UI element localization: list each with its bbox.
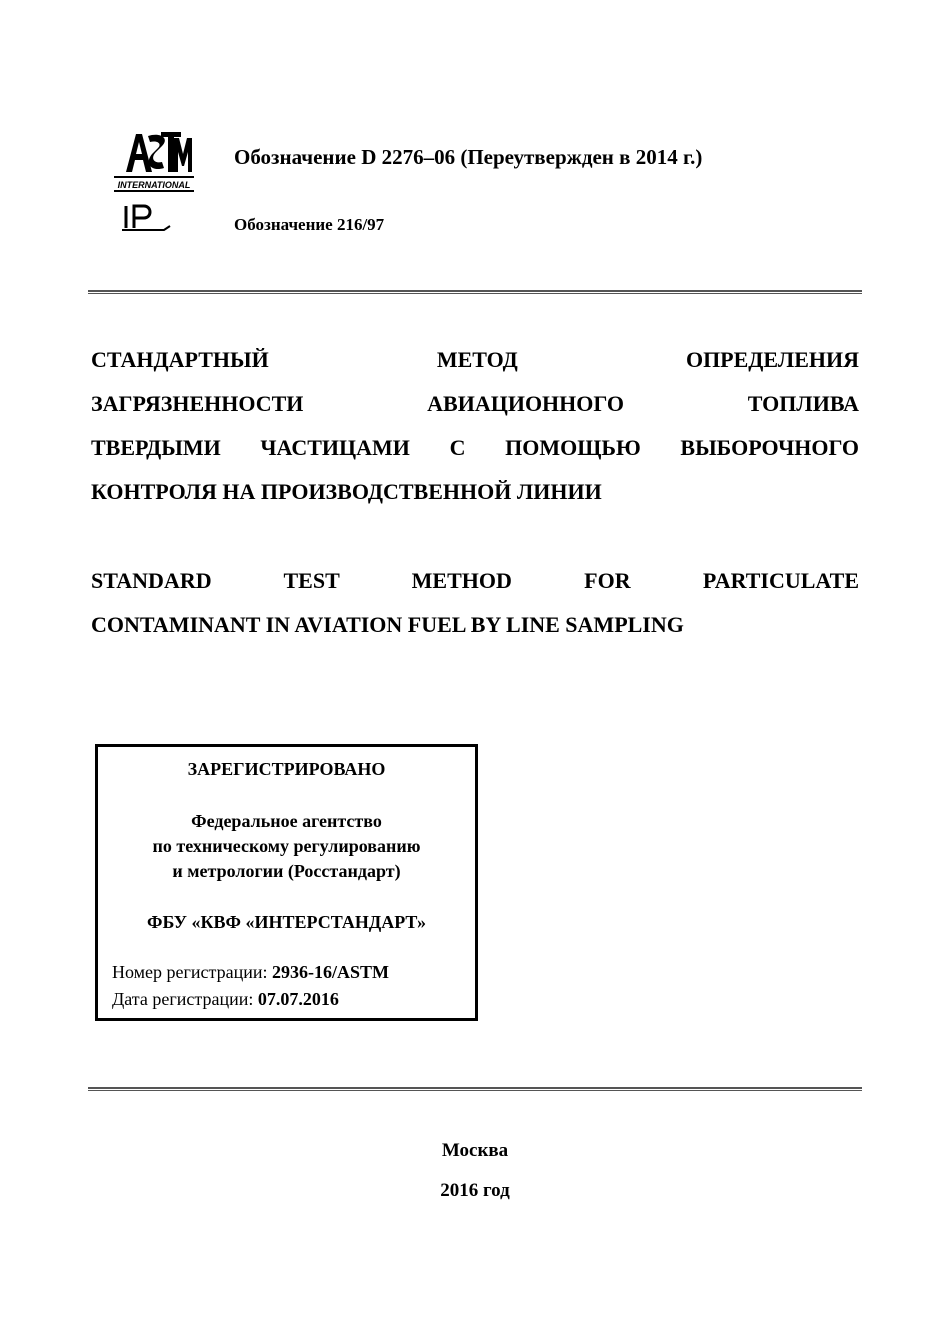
title-english <box>91 559 859 647</box>
title-ru-line: КОНТРОЛЯ НА ПРОИЗВОДСТВЕННОЙ ЛИНИИ <box>91 479 602 504</box>
agency-line: Федеральное агентство <box>191 811 382 831</box>
registration-agency <box>98 809 475 884</box>
registration-stamp <box>95 744 478 1021</box>
title-ru-line: ТВЕРДЫМИ ЧАСТИЦАМИ С ПОМОЩЬЮ ВЫБОРОЧНОГО <box>91 435 859 460</box>
publication-city: Москва <box>441 1140 509 1161</box>
standard-designation: Обозначение D 2276–06 (Переутвержден в 2014 г.) <box>234 145 703 169</box>
agency-line: и метрологии (Росстандарт) <box>172 861 401 881</box>
title-en-line: STANDARD TEST METHOD FOR PARTICULATE <box>91 568 859 593</box>
registration-number-label: Номер регистрации: <box>112 962 268 982</box>
astm-international-logo <box>112 128 196 198</box>
title-en-line: CONTAMINANT IN AVIATION FUEL BY LINE SAMPLING <box>91 612 684 637</box>
bottom-divider <box>88 1087 862 1091</box>
title-ru-line: СТАНДАРТНЫЙ МЕТОД ОПРЕДЕЛЕНИЯ <box>91 347 859 372</box>
title-russian <box>91 338 859 514</box>
registration-organization: ФБУ «КВФ «ИНТЕРСТАНДАРТ» <box>147 912 426 932</box>
registration-number-value: 2936-16/ASTM <box>272 962 390 982</box>
registration-date-label: Дата регистрации: <box>112 989 254 1009</box>
publication-year: 2016 год <box>440 1180 510 1201</box>
title-ru-line: ЗАГРЯЗНЕННОСТИ АВИАЦИОННОГО ТОПЛИВА <box>91 391 859 416</box>
top-divider <box>88 290 862 294</box>
astm-logo-text: INTERNATIONAL <box>117 180 191 190</box>
registration-date-value: 07.07.2016 <box>257 989 339 1009</box>
agency-line: по техническому регулированию <box>152 836 421 856</box>
registration-number-row <box>112 962 389 983</box>
registration-heading: ЗАРЕГИСТРИРОВАНО <box>187 759 386 779</box>
registration-date-row <box>112 989 339 1010</box>
ip-logo <box>118 200 178 236</box>
ip-designation: Обозначение 216/97 <box>234 215 385 234</box>
